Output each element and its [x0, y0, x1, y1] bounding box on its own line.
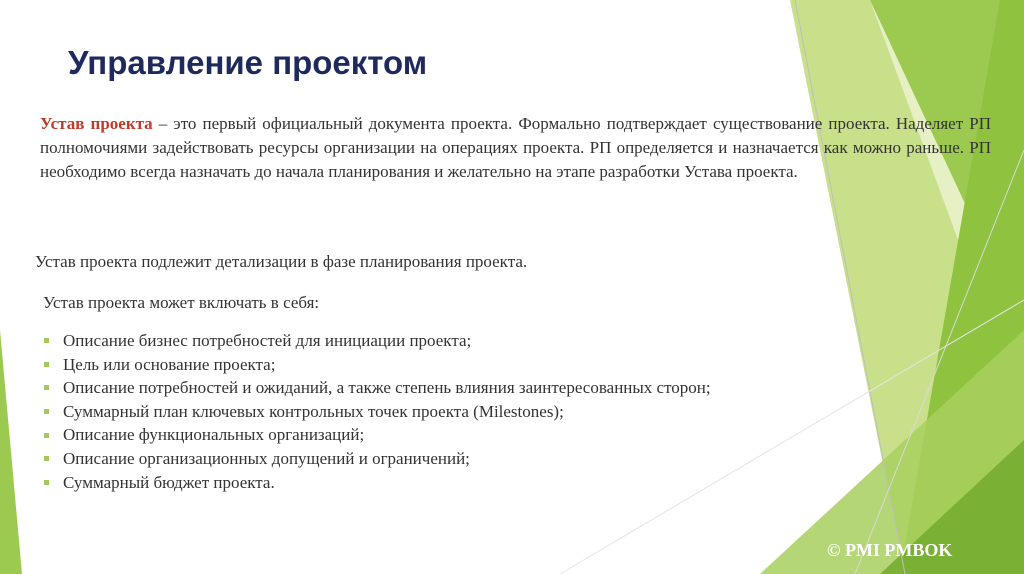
list-item: Описание функциональных организаций;	[44, 423, 711, 447]
list-item: Описание потребностей и ожиданий, а также степень влияния заинтересованных сторон;	[44, 376, 711, 400]
bullet-icon	[44, 338, 49, 343]
bullet-icon	[44, 385, 49, 390]
bullet-icon	[44, 409, 49, 414]
list-item: Суммарный бюджет проекта.	[44, 471, 711, 495]
detail-paragraph: Устав проекта подлежит детализации в фазе планирования проекта.	[35, 252, 528, 271]
bullet-list	[44, 329, 711, 494]
list-item: Описание бизнес потребностей для инициации проекта;	[44, 329, 711, 353]
bullet-icon	[44, 362, 49, 367]
slide-title: Управление проектом	[68, 44, 428, 81]
list-item: Цель или основание проекта;	[44, 353, 711, 377]
bullet-icon	[44, 480, 49, 485]
green-facet-left	[0, 330, 22, 574]
intro-text: – это первый официальный документа проекта. Формально подтверждает существование проекта. Наделяет РП полномочиями задействовать ресурсы организации на операциях проекта. РП определяется и назначается как можно раньше. РП необходимо всегда назначать до начала планирования и желательно на этапе разработки Устава проекта.	[40, 114, 991, 181]
list-item: Суммарный план ключевых контрольных точек проекта (Milestones);	[44, 400, 711, 424]
copyright-note: © PMI PMBOK	[827, 540, 953, 560]
intro-paragraph	[40, 112, 991, 184]
includes-paragraph: Устав проекта может включать в себя:	[43, 293, 320, 312]
intro-term: Устав проекта	[40, 114, 153, 133]
bullet-icon	[44, 456, 49, 461]
list-item: Описание организационных допущений и ограничений;	[44, 447, 711, 471]
bullet-icon	[44, 433, 49, 438]
